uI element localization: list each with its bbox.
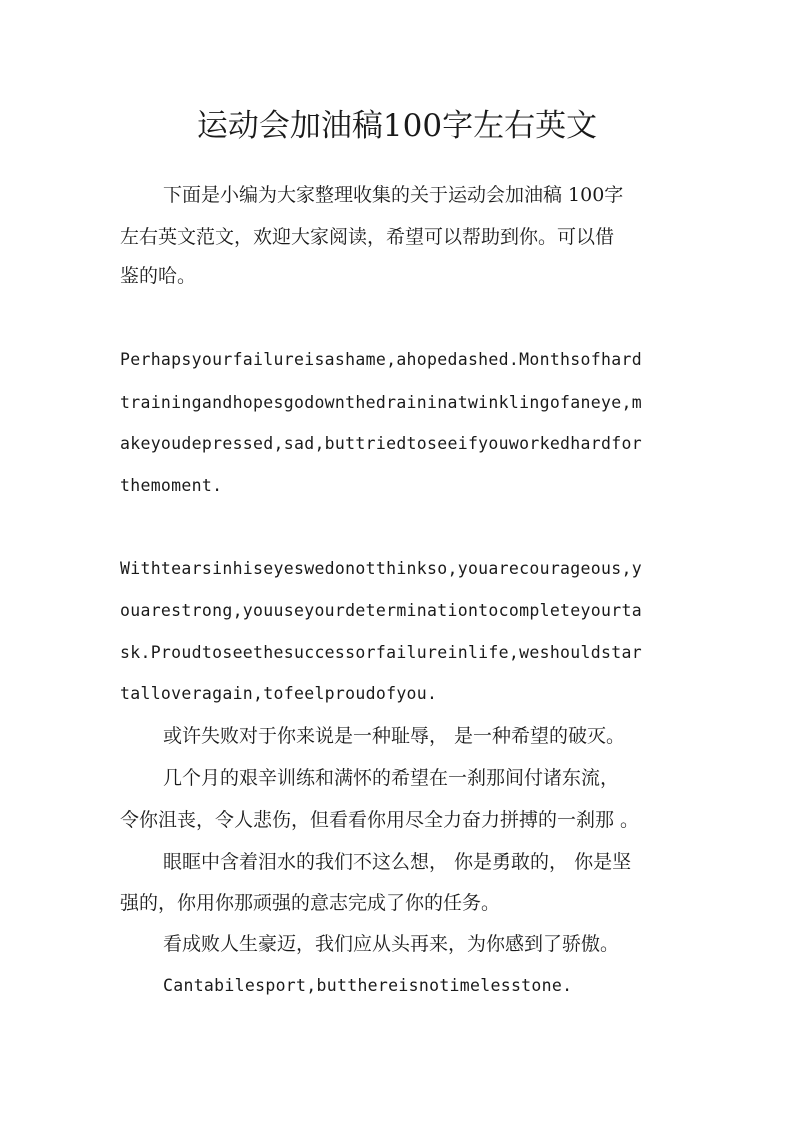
para2-line-4: talloveragain,tofeelproudofyou.	[120, 684, 438, 703]
cn-para2-line-2: 令你沮丧，令人悲伤，但看看你用尽全力奋力拼搏的一刹那 。	[120, 809, 640, 831]
intro-line-2: 左右英文范文，欢迎大家阅读，希望可以帮助到你。可以借	[120, 226, 615, 248]
document-title: 运动会加油稿100字左右英文	[196, 108, 598, 144]
en-final-line: Cantabilesport,butthereisnotimelesstone.	[163, 976, 573, 995]
intro-line-1: 下面是小编为大家整理收集的关于运动会加油稿 100字	[163, 184, 624, 206]
para1-line-2: trainingandhopesgodownthedraininatwinklingofaneye,m	[120, 393, 642, 412]
cn-para3-line-2: 强的，你用你那顽强的意志完成了你的任务。	[120, 892, 501, 914]
para1-line-4: themoment.	[120, 476, 223, 495]
cn-para4-line-1: 看成败人生豪迈，我们应从头再来，为你感到了骄傲。	[163, 933, 620, 955]
para1-line-1: Perhapsyourfailureisashame,ahopedashed.Monthsofhard	[120, 350, 642, 369]
para2-line-2: ouarestrong,youuseyourdeterminationtocompleteyourta	[120, 601, 642, 620]
para2-line-3: sk.Proudtoseethesuccessorfailureinlife,weshouldstar	[120, 643, 642, 662]
cn-para2-line-1: 几个月的艰辛训练和满怀的希望在一刹那间付诸东流，	[163, 767, 620, 789]
cn-para3-line-1: 眼眶中含着泪水的我们不这么想， 你是勇敢的， 你是坚	[163, 851, 632, 873]
cn-para1-line-1: 或许失败对于你来说是一种耻辱， 是一种希望的破灭。	[163, 725, 626, 747]
intro-line-3: 鉴的哈。	[120, 265, 197, 287]
para2-line-1: Withtearsinhiseyeswedonotthinkso,youarecourageous,y	[120, 559, 642, 578]
para1-line-3: akeyoudepressed,sad,buttriedtoseeifyouworkedhardfor	[120, 434, 642, 453]
